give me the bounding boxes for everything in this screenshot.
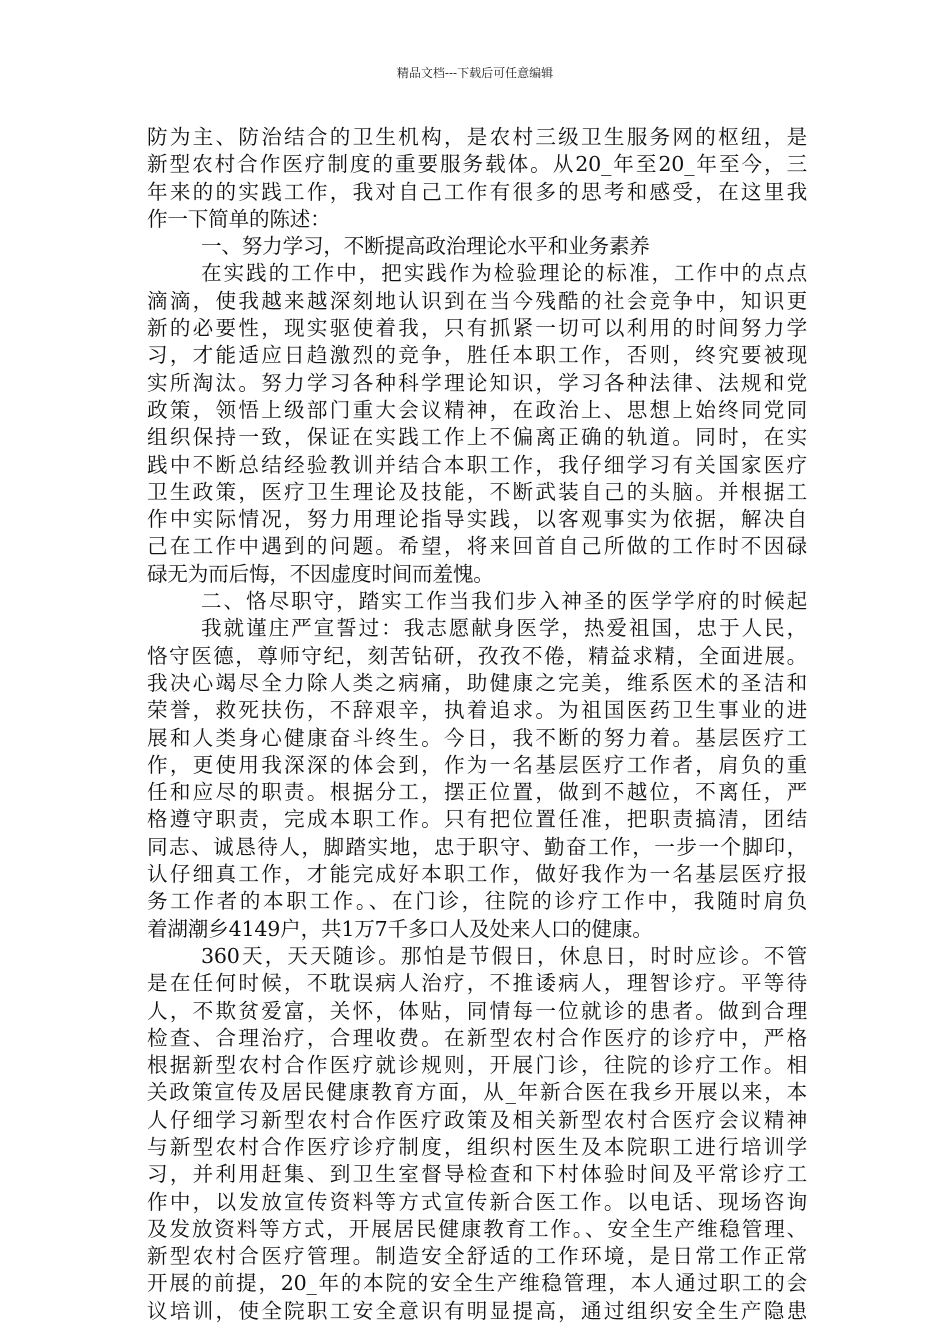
text-line: 恪守医德，尊师守纪，刻苦钻研，孜孜不倦，精益求精，全面进展。 (147, 643, 807, 668)
text-line: 作中实际情况，努力用理论指导实践，以客观事实为依据，解决自 (147, 507, 807, 532)
text-line: 认仔细真工作，才能完成好本职工作，做好我作为一名基层医疗报 (147, 862, 807, 887)
text-line: 作，更使用我深深的体会到，作为一名基层医疗工作者，肩负的重 (147, 752, 807, 777)
text-line: 二、恪尽职守，踏实工作当我们步入神圣的医学学府的时候起 (201, 589, 807, 614)
text-line: 根据新型农村合作医疗就诊规则，开展门诊，往院的诊疗工作。相 (147, 1053, 807, 1078)
text-line: 组织保持一致，保证在实践工作上不偏离正确的轨道。同时，在实 (147, 425, 807, 450)
text-line: 我就谨庄严宣誓过：我志愿献身医学，热爱祖国，忠于人民， (201, 616, 807, 641)
text-line: 荣誉，救死扶伤，不辞艰辛，执着追求。为祖国医药卫生事业的进 (147, 698, 807, 723)
text-line: 年来的的实践工作，我对自己工作有很多的思考和感受，在这里我 (147, 179, 807, 204)
text-line: 开展的前提，20_年的本院的安全生产维稳管理，本人通过职工的会 (147, 1271, 807, 1296)
text-line: 在实践的工作中，把实践作为检验理论的标准，工作中的点点 (201, 261, 807, 286)
text-line: 新型农村合医疗管理。制造安全舒适的工作环境，是日常工作正常 (147, 1244, 807, 1269)
text-line: 任和应尽的职责。根据分工，摆正位置，做到不越位，不离任，严 (147, 780, 807, 805)
text-line: 作一下简单的陈述： (147, 206, 331, 231)
text-line: 滴滴，使我越来越深刻地认识到在当今残酷的社会竞争中，知识更 (147, 288, 807, 313)
text-line: 与新型农村合作医疗诊疗制度，组织村医生及本院职工进行培训学 (147, 1134, 807, 1159)
text-line: 关政策宣传及居民健康教育方面，从_年新合医在我乡开展以来，本 (147, 1080, 807, 1105)
text-line: 我决心竭尽全力除人类之病痛，助健康之完美，维系医术的圣洁和 (147, 670, 807, 695)
text-line: 是在任何时候，不耽误病人治疗，不推诿病人，理智诊疗。平等待 (147, 971, 807, 996)
text-line: 实所淘汰。努力学习各种科学理论知识，学习各种法律、法规和党 (147, 370, 807, 395)
text-line: 新型农村合作医疗制度的重要服务载体。从20_年至20_年至今，三 (147, 152, 807, 177)
text-line: 展和人类身心健康奋斗终生。今日，我不断的努力着。基层医疗工 (147, 725, 807, 750)
text-line: 习，并利用赶集、到卫生室督导检查和下村体验时间及平常诊疗工 (147, 1162, 807, 1187)
text-line: 卫生政策，医疗卫生理论及技能，不断武装自己的头脑。并根据工 (147, 479, 807, 504)
text-line: 及发放资料等方式，开展居民健康教育工作。、安全生产维稳管理、 (147, 1216, 807, 1241)
text-line: 碌无为而后悔，不因虚度时间而羞愧。 (147, 561, 494, 586)
text-line: 新的必要性，现实驱使着我，只有抓紧一切可以利用的时间努力学 (147, 316, 807, 341)
text-line: 政策，领悟上级部门重大会议精神，在政治上、思想上始终同党同 (147, 397, 807, 422)
text-line: 同志、诚恳待人，脚踏实地，忠于职守、勤奋工作，一步一个脚印， (147, 834, 807, 859)
text-line: 人仔细学习新型农村合作医疗政策及相关新型农村合医疗会议精神 (147, 1107, 807, 1132)
text-line: 人，不欺贫爱富，关怀，体贴，同情每一位就诊的患者。做到合理 (147, 998, 807, 1023)
text-line: 360天，天天随诊。那怕是节假日，休息日，时时应诊。不管 (201, 943, 807, 968)
body-text (147, 124, 807, 1325)
text-line: 一、努力学习，不断提高政治理论水平和业务素养 (201, 234, 650, 259)
text-line: 格遵守职责，完成本职工作。只有把位置任准，把职责搞清，团结 (147, 807, 807, 832)
text-line: 作中，以发放宣传资料等方式宣传新合医工作。以电话、现场咨询 (147, 1189, 807, 1214)
text-line: 践中不断总结经验教训并结合本职工作，我仔细学习有关国家医疗 (147, 452, 807, 477)
text-line: 防为主、防治结合的卫生机构，是农村三级卫生服务网的枢纽，是 (147, 125, 807, 149)
text-line: 己在工作中遇到的问题。希望，将来回首自己所做的工作时不因碌 (147, 534, 807, 559)
text-line: 检查、合理治疗，合理收费。在新型农村合作医疗的诊疗中，严格 (147, 1025, 807, 1050)
text-line: 习，才能适应日趋激烈的竞争，胜任本职工作，否则，终究要被现 (147, 343, 807, 368)
text-line: 务工作者的本职工作。、在门诊，往院的诊疗工作中，我随时肩负 (147, 889, 807, 914)
page-header: 精品文档---下载后可任意编辑 (396, 66, 554, 80)
text-line: 着湖潮乡4149户，共1万7千多口人及处来人口的健康。 (147, 916, 653, 941)
text-line: 议培训，使全院职工安全意识有明显提高，通过组织安全生产隐患 (147, 1298, 807, 1323)
